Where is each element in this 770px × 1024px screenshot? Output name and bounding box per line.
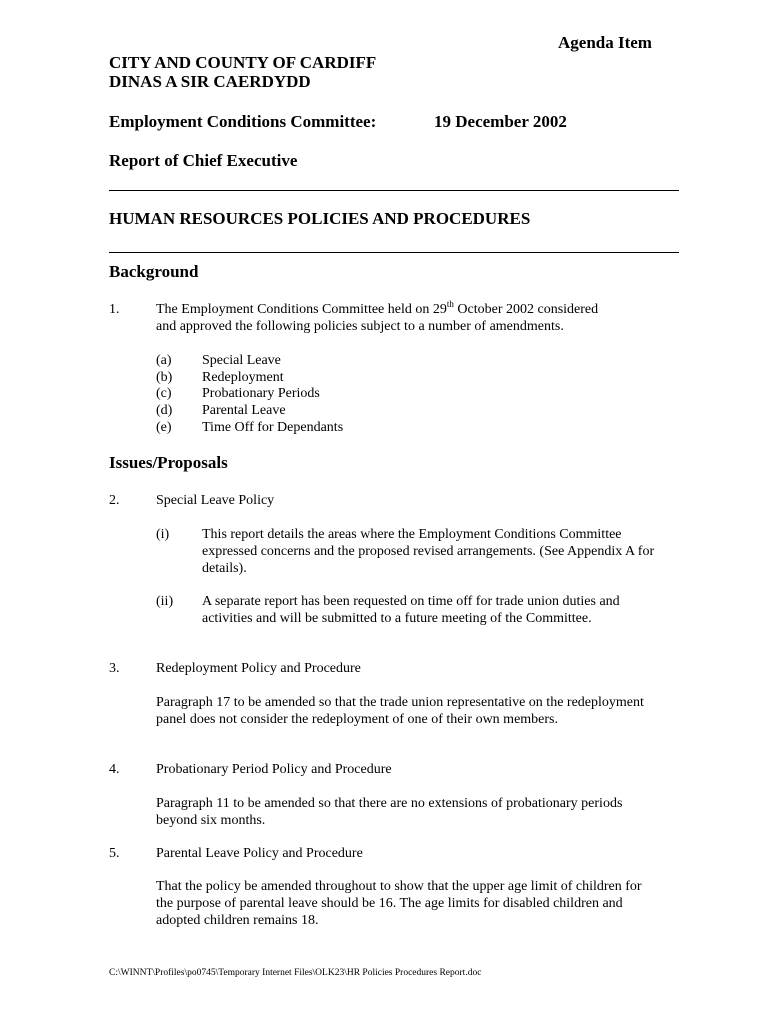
- issues-heading: Issues/Proposals: [109, 453, 228, 472]
- item5-title: Parental Leave Policy and Procedure: [156, 846, 363, 861]
- item-number-4: 4.: [109, 762, 120, 777]
- item5-text: That the policy be amended throughout to show that the upper age limit of children for the purpose of parental leave should be 16. The age limits for disabled children and adopted children remains 18.: [156, 879, 642, 928]
- item-number-5: 5.: [109, 846, 120, 861]
- item3-title: Redeployment Policy and Procedure: [156, 661, 361, 676]
- footer-file-path: C:\WINNT\Profiles\po0745\Temporary Internet Files\OLK23\HR Policies Procedures Report.doc: [109, 968, 482, 978]
- background-text-line2: and approved the following policies subject to a number of amendments.: [156, 319, 564, 334]
- sub-item-label: (i): [156, 527, 170, 542]
- top-divider: [109, 190, 679, 191]
- superscript-th: th: [446, 299, 454, 309]
- item4-text: Paragraph 11 to be amended so that there are no extensions of probationary periods beyond six months.: [156, 796, 623, 828]
- item-number-2: 2.: [109, 493, 120, 508]
- report-author: Report of Chief Executive: [109, 151, 298, 170]
- sub-item-text: This report details the areas where the Employment Conditions Committee expressed concerns and the proposed revised arrangements. (See Appendix A for details).: [202, 527, 655, 576]
- background-heading: Background: [109, 262, 199, 281]
- council-name-english: CITY AND COUNTY OF CARDIFF: [109, 53, 377, 72]
- background-text-line1: The Employment Conditions Committee held on 29th October 2002 considered: [156, 299, 599, 317]
- bottom-divider: [109, 252, 679, 253]
- item-number-3: 3.: [109, 661, 120, 676]
- committee-name: Employment Conditions Committee:: [109, 112, 377, 131]
- document-page: Agenda Item CITY AND COUNTY OF CARDIFF DINAS A SIR CAERDYDD Employment Conditions Committee: 19 December 2002 Report of Chief Executive HUMAN RESOURCES POLICIES AND PROCEDURES Background 1. The Employment Conditions Committee held on 29th October 2002 considered and approved the following policies subject to a number of amendments. (a) Special Leave (b) Redeployment (c) Probationary Periods (d) Parental Leave (e) Time Off for Dependants Issues/Proposals 2. Special Leave Policy (i) This report details the areas where the Employment Conditions Committee expressed concerns and the proposed revised arrangements. (See Appendix A for details). (ii) A separate report has been requested on time off for trade union duties and activities and will be submitted to a future meeting of the Committee. 3. Redeployment Policy and Procedure Paragraph 17 to be amended so that the trade union representative on the redeployment panel does not consider the redeployment of one of their own members. 4. Probationary Period Policy and Procedure Paragraph 11 to be amended so that there are no extensions of probationary periods beyond six months. 5. Parental Leave Policy and Procedure That the policy be amended throughout to show that the upper age limit of children for the purpose of parental leave should be 16. The age limits for disabled children and adopted children remains 18. C:\WINNT\Profiles\po0745\Temporary Internet Files\OLK23\HR Policies Procedures Report.doc: [0, 0, 770, 1024]
- sub-item-label: (ii): [156, 594, 174, 609]
- item-number-1: 1.: [109, 302, 120, 317]
- agenda-item-label: Agenda Item: [558, 33, 652, 52]
- item4-title: Probationary Period Policy and Procedure: [156, 762, 392, 777]
- council-name-welsh: DINAS A SIR CAERDYDD: [109, 72, 311, 91]
- item3-text: Paragraph 17 to be amended so that the trade union representative on the redeployment panel does not consider the redeployment of one of their own members.: [156, 695, 644, 727]
- sub-item-text: A separate report has been requested on time off for trade union duties and activities and will be submitted to a future meeting of the Committee.: [202, 594, 620, 626]
- report-title: HUMAN RESOURCES POLICIES AND PROCEDURES: [109, 209, 531, 228]
- item2-title: Special Leave Policy: [156, 493, 275, 508]
- meeting-date: 19 December 2002: [434, 112, 567, 131]
